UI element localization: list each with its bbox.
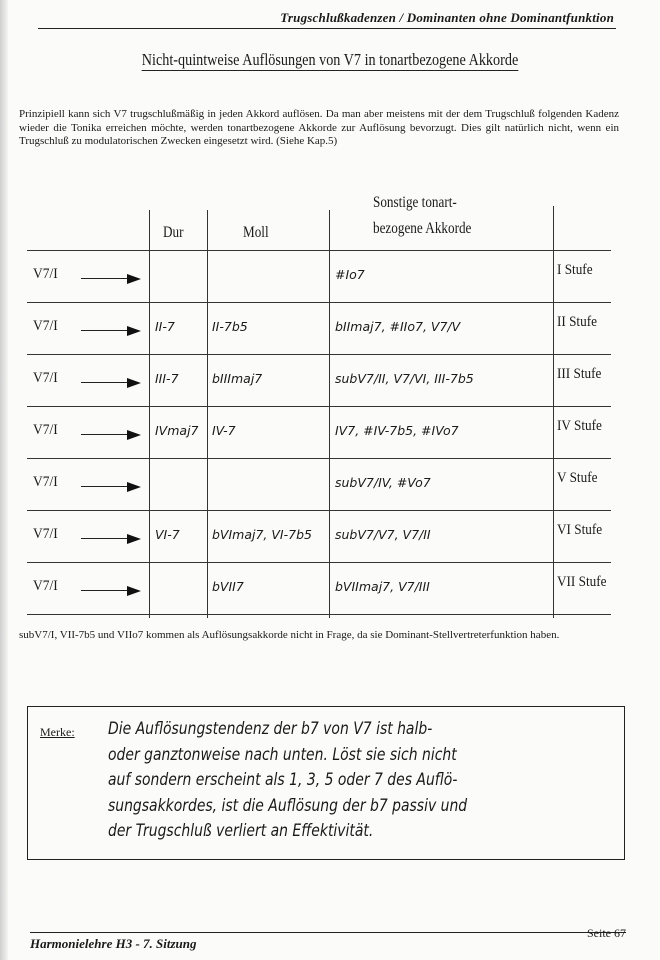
- cell-sonstige: IV7, #IV-7b5, #IVo7: [335, 423, 459, 438]
- page-shadow: [0, 0, 8, 960]
- cell-dur: III-7: [155, 371, 179, 386]
- row-label: V7/I: [33, 578, 58, 594]
- table-rule: [27, 614, 611, 615]
- row-label: V7/I: [33, 318, 58, 334]
- arrow-icon: [81, 326, 139, 336]
- merke-box: [27, 706, 625, 860]
- cell-stufe: II Stufe: [557, 314, 597, 330]
- cell-moll: II-7b5: [212, 319, 248, 334]
- arrow-icon: [81, 430, 139, 440]
- cell-stufe: III Stufe: [557, 366, 602, 382]
- header-sonstige-2: bezogene Akkorde: [373, 220, 472, 237]
- cell-moll: bVImaj7, VI-7b5: [212, 527, 312, 542]
- cell-moll: bIIImaj7: [212, 371, 263, 386]
- table-row: [27, 458, 611, 510]
- row-label: V7/I: [33, 422, 58, 438]
- header-sonstige-1: Sonstige tonart-: [373, 194, 457, 211]
- arrow-icon: [81, 586, 139, 596]
- footer-rule: [30, 932, 626, 933]
- cell-sonstige: subV7/V7, V7/II: [335, 527, 431, 542]
- table-row: [27, 354, 611, 406]
- cell-sonstige: subV7/II, V7/VI, III-7b5: [335, 371, 474, 386]
- section-title: [46, 50, 614, 70]
- merke-label: Merke:: [40, 725, 75, 739]
- note-paragraph: subV7/I, VII-7b5 und VIIo7 kommen als Auflösungsakkorde nicht in Frage, da sie Dominant-Stellvertreterfunktion haben.: [19, 629, 560, 641]
- merke-line: Die Auflösungstendenz der b7 von V7 ist halb-: [108, 719, 433, 739]
- merke-line: der Trugschluß verliert an Effektivität.: [108, 821, 374, 841]
- merke-text: [108, 717, 600, 845]
- header-dur: Dur: [163, 224, 184, 241]
- cell-stufe: VI Stufe: [557, 522, 603, 538]
- header-moll: Moll: [243, 224, 269, 241]
- row-label: V7/I: [33, 526, 58, 542]
- merke-line: auf sondern erscheint als 1, 3, 5 oder 7 des Auflö-: [108, 770, 458, 790]
- page-number: Seite 67: [587, 926, 626, 940]
- merke-line: oder ganztonweise nach unten. Löst sie sich nicht: [108, 744, 457, 765]
- row-label: V7/I: [33, 266, 58, 282]
- cell-sonstige: bVIImaj7, V7/III: [335, 579, 430, 594]
- merke-line: sungsakkordes, ist die Auflösung der b7 passiv und: [108, 795, 468, 816]
- cell-sonstige: #Io7: [335, 267, 365, 282]
- cell-moll: IV-7: [212, 423, 236, 438]
- arrow-icon: [81, 534, 139, 544]
- arrow-icon: [81, 482, 139, 492]
- cell-dur: VI-7: [155, 527, 180, 542]
- arrow-icon: [81, 378, 139, 388]
- cell-dur: IVmaj7: [155, 423, 199, 438]
- section-title-text: Nicht-quintweise Auflösungen von V7 in tonartbezogene Akkorde: [141, 50, 519, 69]
- table-row: [27, 510, 611, 562]
- intro-paragraph: Prinzipiell kann sich V7 trugschlußmäßig in jeden Akkord auflösen. Da man aber meistens mit der dem Trugschluß folgenden Kadenz wieder die Tonika erreichen möchte, werden tonartbezogene Akkorde zur Auflösung bevorzugt. Dies gilt natürlich nicht, wenn ein Trugschluß zu modulatorischen Zwecken eingesetzt wird. (Siehe Kap.5): [19, 108, 619, 147]
- table-row: [27, 250, 611, 302]
- cell-sonstige: subV7/IV, #Vo7: [335, 475, 431, 490]
- footer-course: Harmonielehre H3 - 7. Sitzung: [30, 936, 197, 951]
- cell-stufe: I Stufe: [557, 262, 593, 278]
- running-title: Trugschlußkadenzen / Dominanten ohne Dominantfunktion: [280, 10, 614, 25]
- cell-stufe: IV Stufe: [557, 418, 602, 434]
- arrow-icon: [81, 274, 139, 284]
- cell-sonstige: bIImaj7, #IIo7, V7/V: [335, 319, 461, 334]
- table-row: [27, 406, 611, 458]
- cell-stufe: VII Stufe: [557, 574, 607, 590]
- row-label: V7/I: [33, 474, 58, 490]
- cell-dur: II-7: [155, 319, 175, 334]
- cell-stufe: V Stufe: [557, 470, 598, 486]
- chord-table: [27, 188, 611, 618]
- table-row: [27, 562, 611, 614]
- page-header: [0, 10, 660, 30]
- table-row: [27, 302, 611, 354]
- row-label: V7/I: [33, 370, 58, 386]
- header-rule: [38, 28, 616, 29]
- cell-moll: bVII7: [212, 579, 244, 594]
